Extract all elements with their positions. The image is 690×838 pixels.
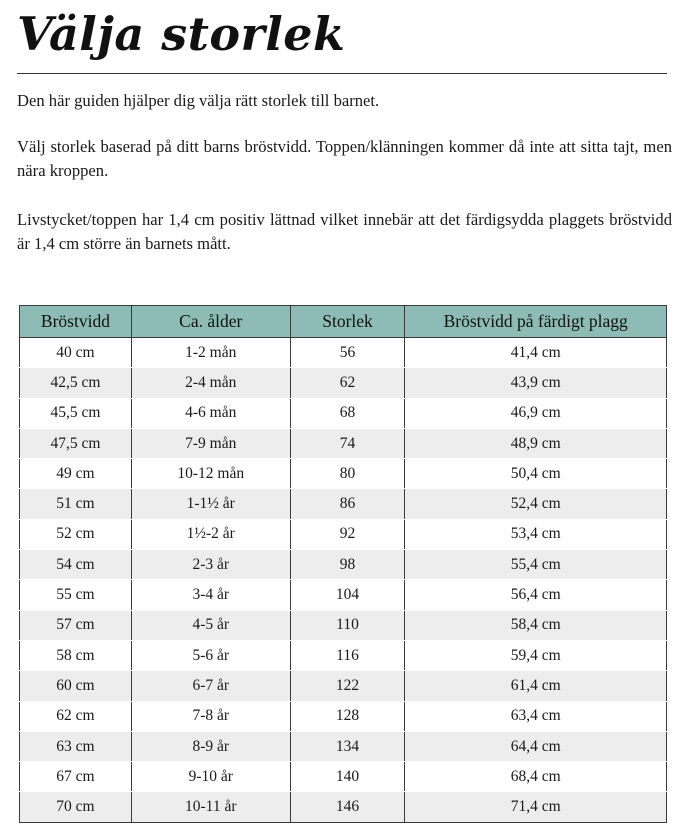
table-header-row xyxy=(20,306,667,338)
table-row xyxy=(20,792,667,822)
table-row xyxy=(20,671,667,701)
cell-finished-chest: 68,4 cm xyxy=(405,762,667,792)
cell-age: 1-2 mån xyxy=(131,338,290,368)
cell-chest: 55 cm xyxy=(20,580,132,610)
cell-age: 7-9 mån xyxy=(131,428,290,458)
table-row xyxy=(20,731,667,761)
table-row xyxy=(20,610,667,640)
header-finished-chest: Bröstvidd på färdigt plagg xyxy=(405,306,667,338)
cell-age: 10-12 mån xyxy=(131,459,290,489)
cell-chest: 57 cm xyxy=(20,610,132,640)
cell-finished-chest: 46,9 cm xyxy=(405,398,667,428)
cell-finished-chest: 58,4 cm xyxy=(405,610,667,640)
cell-finished-chest: 52,4 cm xyxy=(405,489,667,519)
cell-size: 140 xyxy=(290,762,405,792)
table-row xyxy=(20,459,667,489)
cell-size: 122 xyxy=(290,671,405,701)
cell-finished-chest: 53,4 cm xyxy=(405,519,667,549)
cell-age: 2-3 år xyxy=(131,550,290,580)
cell-age: 7-8 år xyxy=(131,701,290,731)
cell-size: 128 xyxy=(290,701,405,731)
cell-finished-chest: 64,4 cm xyxy=(405,731,667,761)
page-title: Välja storlek xyxy=(17,7,346,61)
cell-finished-chest: 71,4 cm xyxy=(405,792,667,822)
table-row xyxy=(20,489,667,519)
table-row xyxy=(20,701,667,731)
cell-chest: 58 cm xyxy=(20,640,132,670)
cell-finished-chest: 48,9 cm xyxy=(405,428,667,458)
cell-age: 9-10 år xyxy=(131,762,290,792)
cell-age: 1-1½ år xyxy=(131,489,290,519)
cell-age: 1½-2 år xyxy=(131,519,290,549)
cell-chest: 47,5 cm xyxy=(20,428,132,458)
table-row xyxy=(20,428,667,458)
table-row xyxy=(20,398,667,428)
table-row xyxy=(20,550,667,580)
cell-chest: 60 cm xyxy=(20,671,132,701)
cell-age: 5-6 år xyxy=(131,640,290,670)
cell-finished-chest: 56,4 cm xyxy=(405,580,667,610)
cell-chest: 49 cm xyxy=(20,459,132,489)
cell-chest: 51 cm xyxy=(20,489,132,519)
header-chest: Bröstvidd xyxy=(20,306,132,338)
cell-chest: 40 cm xyxy=(20,338,132,368)
cell-finished-chest: 55,4 cm xyxy=(405,550,667,580)
cell-age: 4-6 mån xyxy=(131,398,290,428)
cell-age: 4-5 år xyxy=(131,610,290,640)
table-row xyxy=(20,762,667,792)
cell-size: 98 xyxy=(290,550,405,580)
table-row xyxy=(20,519,667,549)
table-row xyxy=(20,368,667,398)
cell-age: 3-4 år xyxy=(131,580,290,610)
cell-chest: 70 cm xyxy=(20,792,132,822)
cell-size: 92 xyxy=(290,519,405,549)
table-row xyxy=(20,640,667,670)
cell-chest: 63 cm xyxy=(20,731,132,761)
cell-chest: 62 cm xyxy=(20,701,132,731)
cell-size: 80 xyxy=(290,459,405,489)
cell-finished-chest: 50,4 cm xyxy=(405,459,667,489)
cell-size: 62 xyxy=(290,368,405,398)
cell-size: 116 xyxy=(290,640,405,670)
cell-finished-chest: 41,4 cm xyxy=(405,338,667,368)
cell-chest: 42,5 cm xyxy=(20,368,132,398)
cell-size: 56 xyxy=(290,338,405,368)
cell-size: 68 xyxy=(290,398,405,428)
table-row xyxy=(20,580,667,610)
header-age: Ca. ålder xyxy=(131,306,290,338)
cell-chest: 54 cm xyxy=(20,550,132,580)
instruction-paragraph: Välj storlek baserad på ditt barns bröstvidd. Toppen/klänningen kommer då inte att sitta tajt, men nära kroppen. xyxy=(17,137,672,180)
table-body xyxy=(20,338,667,823)
header-size: Storlek xyxy=(290,306,405,338)
cell-chest: 67 cm xyxy=(20,762,132,792)
cell-size: 146 xyxy=(290,792,405,822)
cell-age: 6-7 år xyxy=(131,671,290,701)
size-table xyxy=(19,305,667,823)
title-divider xyxy=(17,73,667,74)
table-row xyxy=(20,338,667,368)
cell-size: 86 xyxy=(290,489,405,519)
cell-finished-chest: 43,9 cm xyxy=(405,368,667,398)
cell-size: 110 xyxy=(290,610,405,640)
cell-finished-chest: 59,4 cm xyxy=(405,640,667,670)
cell-finished-chest: 63,4 cm xyxy=(405,701,667,731)
cell-size: 134 xyxy=(290,731,405,761)
ease-paragraph: Livstycket/toppen har 1,4 cm positiv lättnad vilket innebär att det färdigsydda plaggets bröstvidd är 1,4 cm större än barnets mått. xyxy=(17,210,672,253)
cell-size: 74 xyxy=(290,428,405,458)
cell-chest: 52 cm xyxy=(20,519,132,549)
cell-age: 10-11 år xyxy=(131,792,290,822)
cell-age: 2-4 mån xyxy=(131,368,290,398)
cell-finished-chest: 61,4 cm xyxy=(405,671,667,701)
intro-paragraph: Den här guiden hjälper dig välja rätt storlek till barnet. xyxy=(17,91,380,110)
cell-size: 104 xyxy=(290,580,405,610)
cell-chest: 45,5 cm xyxy=(20,398,132,428)
cell-age: 8-9 år xyxy=(131,731,290,761)
